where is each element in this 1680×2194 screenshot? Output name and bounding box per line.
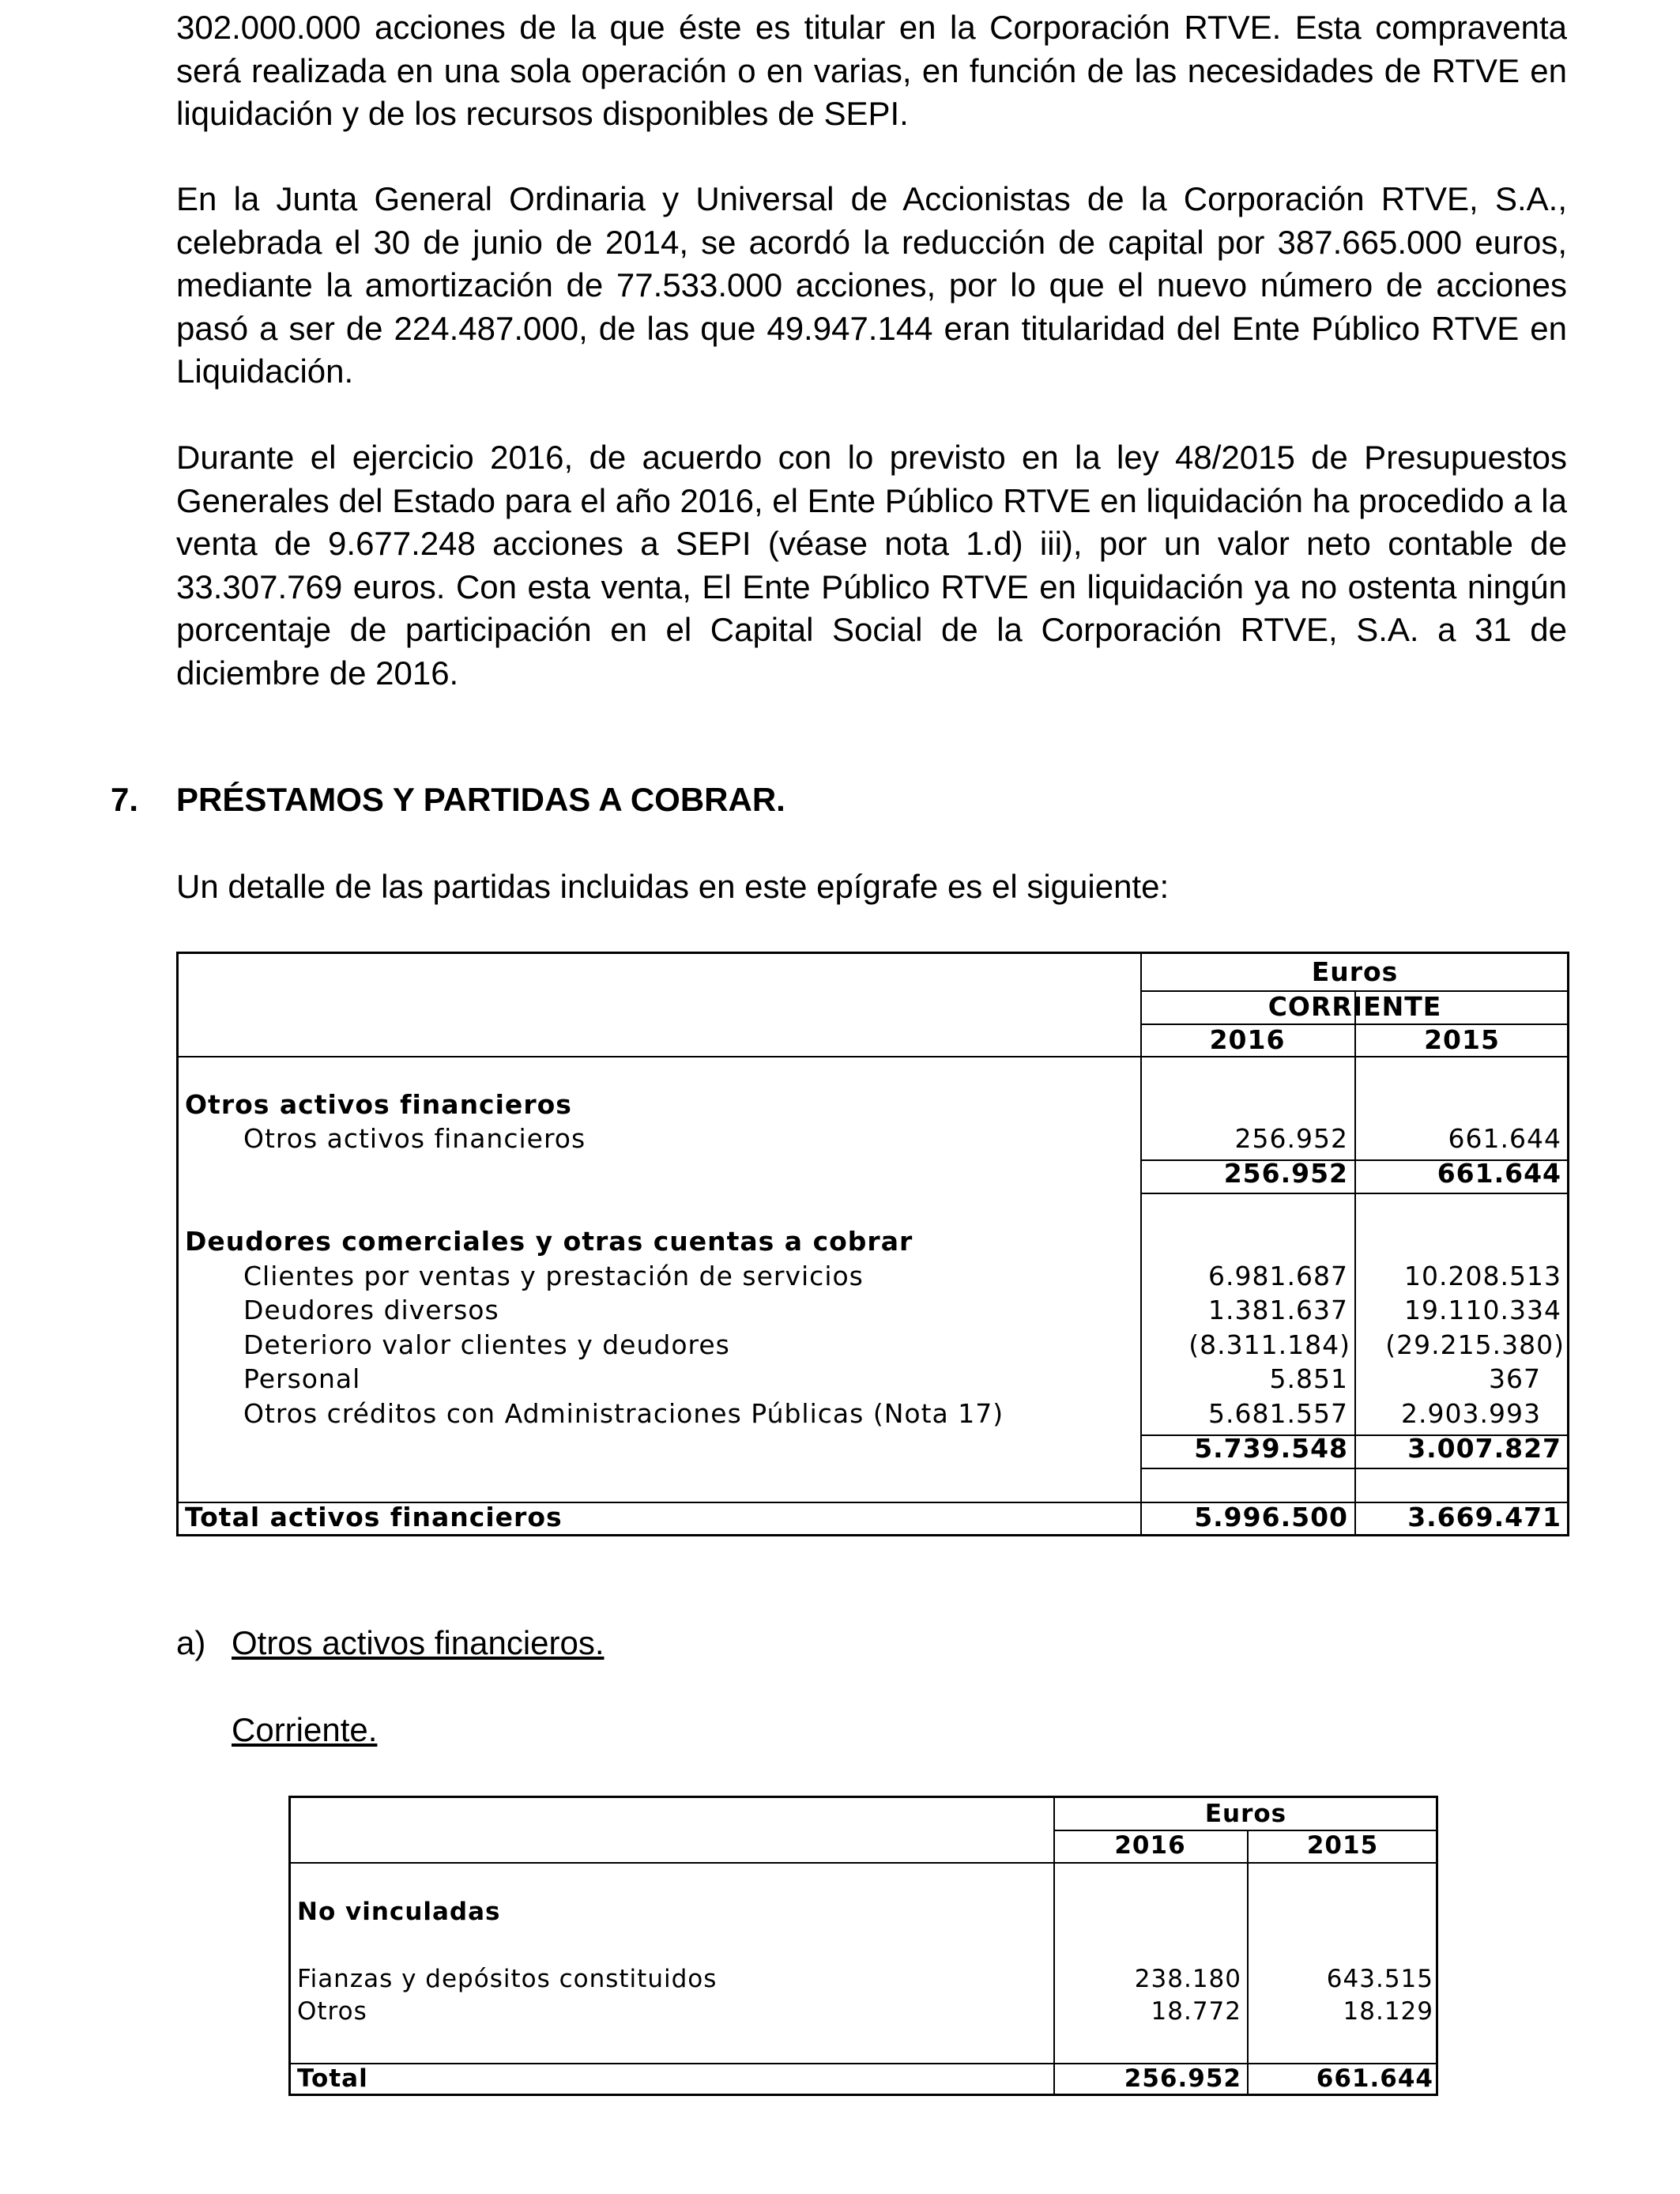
section-title: PRÉSTAMOS Y PARTIDAS A COBRAR. [176, 781, 785, 818]
total-2016: 5.996.500 [1194, 1502, 1348, 1532]
group-title-otros-activos: Otros activos financieros [185, 1089, 572, 1120]
section-number: 7. [111, 781, 139, 818]
row-value-2016: 5.681.557 [1208, 1398, 1348, 1429]
header-euros: Euros [1204, 1800, 1287, 1828]
subsection-letter: a) [176, 1624, 206, 1661]
row-label: Clientes por ventas y prestación de servicios [243, 1261, 864, 1291]
subtotal-2016: 5.739.548 [1194, 1433, 1348, 1464]
row-value-2015: 367 [1489, 1363, 1541, 1394]
row-value-2016: 256.952 [1234, 1123, 1348, 1154]
row-label: Otros créditos con Administraciones Públicas (Nota 17) [243, 1398, 1004, 1429]
row-label: Otros activos financieros [243, 1123, 586, 1154]
total-2015: 661.644 [1316, 2064, 1433, 2093]
header-euros: Euros [1311, 956, 1399, 987]
row-value-2015: 10.208.513 [1404, 1261, 1561, 1291]
row-value-2015: (29.215.380) [1385, 1329, 1565, 1360]
row-label: Fianzas y depósitos constituidos [297, 1965, 718, 1993]
row-value-2016: 6.981.687 [1208, 1261, 1348, 1291]
row-value-2015: 18.129 [1343, 1997, 1433, 2026]
header-year-2015: 2015 [1424, 1024, 1500, 1055]
paragraph-capital-reduction: En la Junta General Ordinaria y Universal de Accionistas de la Corporación RTVE, S.A., celebrada el 30 de junio de 2014, se acordó la reducción de capital por 387.665.000 euros, mediante la amortización de 77.533.000 acciones, por lo que el nuevo número de acciones pasó a ser de 224.487.000, de las que 49.947.144 eran titularidad del Ente Público RTVE en Liquidación. [176, 180, 1567, 390]
total-label: Total activos financieros [185, 1502, 563, 1532]
group-title-deudores: Deudores comerciales y otras cuentas a cobrar [185, 1226, 913, 1257]
header-year-2015: 2015 [1306, 1831, 1379, 1860]
header-year-2016: 2016 [1114, 1831, 1186, 1860]
total-2016: 256.952 [1124, 2064, 1241, 2093]
row-value-2015: 19.110.334 [1404, 1295, 1561, 1325]
row-value-2015: 661.644 [1448, 1123, 1561, 1154]
paragraph-2016-sale: Durante el ejercicio 2016, de acuerdo con lo previsto en la ley 48/2015 de Presupuestos Generales del Estado para el año 2016, el Ente Público RTVE en liquidación ha procedido a la venta de 9.677.248 acciones a SEPI (véase nota 1.d) iii), por un valor neto contable de 33.307.769 euros. Con esta venta, El Ente Público RTVE en liquidación ya no ostenta ningún porcentaje de participación en el Capital Social de la Corporación RTVE, S.A. a 31 de diciembre de 2016. [176, 439, 1567, 692]
row-value-2015: 643.515 [1326, 1965, 1433, 1993]
row-value-2016: 5.851 [1269, 1363, 1348, 1394]
row-value-2016: 1.381.637 [1208, 1295, 1348, 1325]
row-value-2015: 2.903.993 [1401, 1398, 1541, 1429]
total-2015: 3.669.471 [1407, 1502, 1561, 1532]
subtotal-2015: 3.007.827 [1407, 1433, 1561, 1464]
row-value-2016: 18.772 [1151, 1997, 1241, 2026]
subsection-title: Otros activos financieros. [232, 1624, 605, 1661]
paragraph-sale-to-sepi: 302.000.000 acciones de la que éste es titular en la Corporación RTVE. Esta compraventa será realizada en una sola operación o en varias, en función de las necesidades de RTVE en liquidación y de los recursos disponibles de SEPI. [176, 9, 1567, 132]
row-label: Deudores diversos [243, 1295, 499, 1325]
subtotal-2015: 661.644 [1437, 1158, 1561, 1189]
subtotal-2016: 256.952 [1223, 1158, 1348, 1189]
otros-activos-table [288, 1796, 1438, 2096]
corriente-label: Corriente. [232, 1711, 378, 1748]
row-label: Personal [243, 1363, 361, 1394]
group-title-no-vinculadas: No vinculadas [297, 1898, 501, 1926]
row-value-2016: (8.311.184) [1188, 1329, 1350, 1360]
total-label: Total [297, 2064, 368, 2093]
row-label: Otros [297, 1997, 367, 2026]
loans-receivables-table [176, 952, 1569, 1536]
row-label: Deterioro valor clientes y deudores [243, 1329, 730, 1360]
row-value-2016: 238.180 [1134, 1965, 1241, 1993]
header-year-2016: 2016 [1209, 1024, 1286, 1055]
section-intro: Un detalle de las partidas incluidas en este epígrafe es el siguiente: [176, 868, 1170, 905]
header-corriente: CORRIENTE [1268, 991, 1442, 1022]
